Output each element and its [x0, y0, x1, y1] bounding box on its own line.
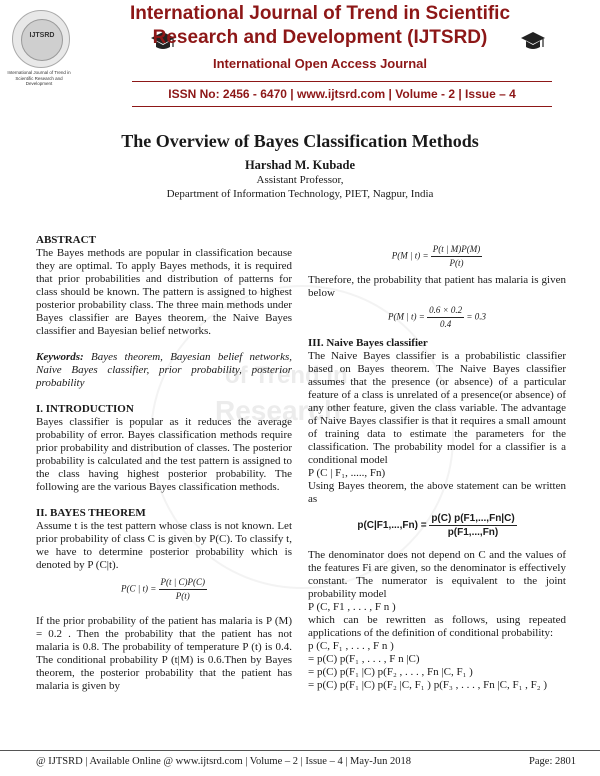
section-text: Bayes classifier is popular as it reduces the average probability of error. Bayes classification methods require prior probability and distribution of classes. The posterior probability is calculated and the test pattern is assigned to the class having highest posterior probability. The following are the various Bayes classification methods.	[36, 416, 292, 493]
author-position: Assistant Professor,	[256, 174, 344, 186]
equation-bayes	[36, 576, 292, 603]
keywords	[36, 351, 292, 390]
joint-model-line: P (C, F1 , . . . , F n )	[308, 601, 396, 613]
equation-result	[308, 304, 566, 331]
equation-rhs: = 0.3	[466, 311, 486, 322]
keywords-label: Keywords:	[36, 351, 84, 363]
section-text: If the prior probability of the patient has malaria is P (M) = 0.2 . Then the probability that the patient has not malaria is 0.8. The probability of temperature P (t) is 0.4. The conditional probability P (t|M) is 0.6.Then by Bayes theorem, the posterior probability that the patient has malaria is given by	[36, 615, 292, 692]
equation-denominator: P(t)	[175, 591, 190, 601]
equation-lhs: P(C | t) =	[120, 583, 157, 594]
equation-naive-bayes	[308, 512, 566, 539]
equation-fraction	[159, 576, 207, 603]
section-text: The Naive Bayes classifier is a probabilistic classifier based on Bayes theorem. The Naive Bayes classifier assumes that the presence (or absence) of a particular feature of a class is unrelated of a presence(or absence) of any other feature, given the class variable. The advantage of Naive Bayes classifier is that it requires a small amount of training data to estimate the parameters for the classification. The probability model for a classifier is a conditional model	[308, 350, 566, 466]
derivation-line: = p(C) p(F₁ |C) p(F₂ , . . . , Fn |C, F₁ )	[308, 666, 473, 678]
equation-numerator: 0.6 × 0.2	[427, 304, 464, 318]
equation-malaria	[308, 243, 566, 270]
author-department: Department of Information Technology, PIET, Nagpur, India	[166, 188, 434, 200]
derivation-line: = p(C) p(F₁ |C) p(F₂ |C, F₁ ) p(F₃ , . . . , Fn |C, F₁ , F₂ )	[308, 679, 548, 691]
watermark-text: Research	[215, 395, 342, 426]
equation-denominator: p(F1,...,Fn)	[447, 527, 499, 538]
logo-abbrev: IJTSRD	[29, 32, 55, 39]
journal-header	[0, 0, 600, 110]
journal-title-line2: Research and Development (IJTSRD)	[152, 27, 488, 48]
equation-denominator: 0.4	[439, 319, 452, 329]
logo-caption: International Journal of Trend in Scientific Research and Development	[7, 70, 71, 86]
right-column	[308, 239, 566, 692]
equation-fraction	[427, 304, 464, 331]
keywords-text: Bayes theorem, Bayesian belief networks, Naive Bayes classifier, prior probability, posterior probability	[36, 351, 293, 389]
footer-citation: @ IJTSRD | Available Online @ www.ijtsrd.com | Volume – 2 | Issue – 4 | May-Jun 2018	[36, 756, 412, 767]
equation-lhs: P(M | t) =	[388, 311, 425, 322]
journal-title-line1: International Journal of Trend in Scientific	[129, 3, 511, 24]
abstract-heading: ABSTRACT	[36, 234, 96, 246]
watermark-text: of Trend in	[225, 362, 348, 389]
left-column	[36, 234, 292, 693]
equation-fraction	[431, 243, 482, 270]
section-text: Therefore, the probability that patient has malaria is given below	[308, 274, 566, 299]
section-text: The denominator does not depend on C and the values of the features Fi are given, so the denominator is effectively constant. The numerator is equivalent to the joint probability model	[308, 549, 566, 600]
section-text: Assume t is the test pattern whose class is not known. Let prior probability of class C is given by P(C). To classify t, we have to determine posterior probability which is denoted by P (C|t).	[36, 520, 292, 571]
equation-denominator: P(t)	[449, 258, 464, 268]
section-text: Using Bayes theorem, the above statement can be written as	[308, 480, 566, 505]
section-heading: I. INTRODUCTION	[36, 403, 134, 415]
issn-bar: ISSN No: 2456 - 6470 | www.ijtsrd.com | Volume - 2 | Issue – 4	[132, 81, 552, 107]
model-line: P (C | F₁, ....., Fn)	[308, 467, 386, 479]
section-heading: II. BAYES THEOREM	[36, 507, 146, 519]
author-name: Harshad M. Kubade	[244, 158, 356, 172]
equation-numerator: P(t | C)P(C)	[159, 576, 207, 590]
equation-numerator: p(C) p(F1,...,Fn|C)	[431, 513, 515, 524]
equation-lhs: p(C|F1,...,Fn) =	[357, 520, 427, 532]
page-footer	[0, 750, 600, 773]
equation-fraction	[429, 512, 516, 539]
page-number: Page: 2801	[529, 756, 576, 767]
abstract-text: The Bayes methods are popular in classification because they are optimal. To apply Bayes methods, it is required that prior probabilities and distribution of patterns for class should be known. The pattern is assigned to highest posterior probability class. The three main methods under Bayes classifier are Bayes theorem, the Naive Bayes classifier and Bayesian belief networks.	[36, 247, 292, 337]
equation-lhs: P(M | t) =	[391, 250, 429, 261]
equation-numerator: P(t | M)P(M)	[431, 243, 482, 257]
derivation-line: p (C, F₁ , . . . , F n )	[308, 640, 394, 652]
paper-title: The Overview of Bayes Classification Methods	[121, 131, 479, 151]
section-text: which can be rewritten as follows, using repeated applications of the definition of conditional probability:	[308, 614, 566, 639]
derivation-line: = p(C) p(F₁ , . . . , F n |C)	[308, 653, 420, 665]
section-heading: III. Naive Bayes classifier	[308, 337, 428, 349]
open-access-line: International Open Access Journal	[212, 56, 428, 71]
